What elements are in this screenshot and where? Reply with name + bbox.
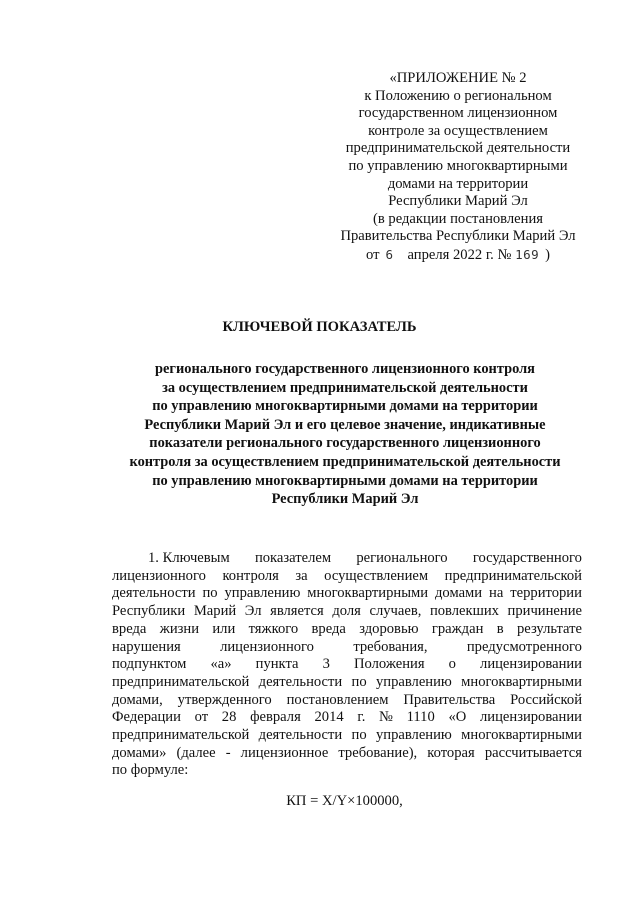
- document-subtitle: [60, 360, 630, 509]
- paragraph-word: повлекших: [429, 603, 499, 620]
- appendix-line: контроле за осуществлением: [368, 122, 548, 139]
- paragraph-word: управлению: [224, 585, 301, 602]
- paragraph-word: причинение: [507, 603, 582, 620]
- appendix-header: [318, 70, 598, 265]
- paragraph-word: лицензионное: [240, 744, 329, 761]
- subtitle-line: за осуществлением предпринимательской деятельности: [162, 379, 528, 396]
- paragraph-word: деятельности: [258, 727, 343, 744]
- paragraph-line: [112, 674, 582, 692]
- date-suffix: ): [545, 246, 551, 263]
- appendix-line: к Положению о региональном: [364, 87, 552, 104]
- date-prefix: от: [365, 246, 380, 263]
- paragraph-word: «а»: [210, 656, 232, 673]
- paragraph-word: февраля: [250, 709, 301, 726]
- paragraph-word: г.: [357, 709, 366, 726]
- document-title: КЛЮЧЕВОЙ ПОКАЗАТЕЛЬ: [222, 319, 417, 335]
- paragraph-word: от: [194, 709, 209, 726]
- paragraph-line: [112, 709, 582, 727]
- subtitle-line: Республики Марий Эл: [271, 491, 419, 508]
- paragraph-word: требование),: [338, 744, 418, 761]
- formula: КП = Х/Y×100000,: [286, 793, 403, 809]
- paragraph-word: контроля: [222, 567, 279, 584]
- paragraph-word: Эл: [244, 603, 262, 620]
- subtitle-line: контроля за осуществлением предпринимательской деятельности: [129, 453, 561, 470]
- paragraph-word: которая: [427, 744, 475, 761]
- subtitle-line: показатели регионального государственного лицензионного: [149, 435, 541, 452]
- paragraph-word: (далее: [176, 744, 216, 761]
- paragraph-word: Положения: [353, 656, 425, 673]
- document-number: 169: [515, 246, 540, 262]
- appendix-date-line: [318, 246, 598, 265]
- paragraph-line: [112, 656, 582, 674]
- paragraph-word: предпринимательской: [112, 673, 250, 690]
- subtitle-line: Республики Марий Эл и его целевое значение, индикативные: [144, 416, 546, 433]
- paragraph-word: результате: [517, 620, 582, 637]
- appendix-line: домами на территории: [387, 175, 529, 192]
- subtitle-line: по управлению многоквартирными домами на территории: [152, 472, 538, 489]
- paragraph-word: 28: [221, 709, 237, 726]
- paragraph-word: по формуле:: [112, 762, 189, 779]
- paragraph-line: [112, 621, 582, 639]
- paragraph-word: доля: [332, 603, 361, 620]
- paragraph-line: [112, 550, 582, 568]
- paragraph-word: является: [270, 603, 324, 620]
- paragraph-word: 1. Ключевым: [148, 550, 230, 566]
- paragraph-word: требования,: [353, 638, 428, 655]
- appendix-line: по управлению многоквартирными: [348, 157, 568, 174]
- paragraph-word: предпринимательской: [444, 567, 582, 584]
- paragraph-word: по: [202, 585, 218, 602]
- paragraph-word: случаев,: [369, 603, 422, 620]
- paragraph-word: предусмотренного: [466, 638, 582, 655]
- paragraph-word: пункта: [255, 656, 299, 673]
- paragraph-word: многоквартирными: [307, 585, 429, 602]
- paragraph-line: [112, 603, 582, 621]
- subtitle-line: по управлению многоквартирными домами на территории: [152, 398, 538, 415]
- paragraph-word: домами: [435, 585, 483, 602]
- paragraph-word: вреда: [112, 620, 147, 637]
- appendix-line: предпринимательской деятельности: [345, 140, 571, 157]
- paragraph-word: жизни: [159, 620, 200, 637]
- paragraph-word: лицензионного: [220, 638, 314, 655]
- date-day: 6: [385, 246, 394, 262]
- paragraph-word: лицензионного: [112, 567, 206, 584]
- paragraph-word: о: [448, 656, 456, 673]
- paragraph-word: многоквартирными: [461, 727, 582, 744]
- appendix-line: Республики Марий Эл: [388, 193, 528, 210]
- paragraph-word: Марий: [193, 603, 237, 620]
- paragraph-word: Федерации: [112, 709, 181, 726]
- paragraph-word: подпунктом: [112, 656, 187, 673]
- paragraph-word: здоровью: [359, 620, 419, 637]
- paragraph-word: управлению: [375, 673, 452, 690]
- paragraph-word: «О: [448, 709, 467, 726]
- paragraph-word: 2014: [314, 709, 344, 726]
- paragraph-word: регионального: [356, 550, 448, 566]
- paragraph-line: [112, 745, 582, 763]
- paragraph-word: утвержденного: [177, 691, 272, 708]
- subtitle-line: регионального государственного лицензионного контроля: [155, 361, 535, 377]
- paragraph-word: по: [351, 673, 367, 690]
- date-middle: апреля 2022 г. №: [407, 246, 512, 263]
- paragraph-word: осуществлением: [324, 567, 429, 584]
- paragraph-word: по: [351, 727, 367, 744]
- appendix-line: Правительства Республики Марий Эл: [340, 228, 576, 245]
- paragraph-word: предпринимательской: [112, 727, 250, 744]
- paragraph-line: [112, 727, 582, 745]
- paragraph-word: лицензировании: [480, 656, 582, 673]
- paragraph-word: управлению: [375, 727, 452, 744]
- paragraph-line: [112, 568, 582, 586]
- paragraph-word: Республики: [112, 603, 186, 620]
- paragraph-word: лицензировании: [480, 709, 582, 726]
- paragraph-word: многоквартирными: [461, 673, 582, 690]
- paragraph-word: деятельности: [112, 585, 196, 602]
- paragraph-word: домами»: [112, 744, 167, 761]
- paragraph-line: [112, 762, 582, 780]
- paragraph-word: на: [489, 585, 504, 602]
- paragraph-word: №: [379, 709, 393, 726]
- paragraph-word: постановлением: [286, 691, 389, 708]
- paragraph-word: или: [212, 620, 236, 637]
- paragraph-word: за: [295, 567, 308, 584]
- paragraph-line: [112, 639, 582, 657]
- paragraph-word: домами,: [112, 691, 163, 708]
- paragraph-word: 3: [322, 656, 330, 673]
- paragraph-line: [112, 692, 582, 710]
- paragraph-word: территории: [510, 585, 582, 602]
- paragraph-word: государственного: [472, 550, 582, 566]
- paragraph-word: вреда: [311, 620, 346, 637]
- paragraph-word: рассчитывается: [484, 744, 582, 761]
- body-paragraph: [112, 550, 582, 780]
- paragraph-word: показателем: [254, 550, 332, 566]
- paragraph-word: граждан: [431, 620, 484, 637]
- appendix-line: (в редакции постановления: [373, 210, 543, 227]
- paragraph-word: -: [225, 744, 231, 761]
- paragraph-word: нарушения: [112, 638, 181, 655]
- paragraph-word: 1110: [406, 709, 435, 726]
- paragraph-line: [112, 585, 582, 603]
- paragraph-word: тяжкого: [248, 620, 299, 637]
- paragraph-word: Российской: [510, 691, 582, 708]
- paragraph-word: Правительства: [403, 691, 496, 708]
- paragraph-word: деятельности: [258, 673, 343, 690]
- appendix-line: государственном лицензионном: [358, 105, 558, 122]
- paragraph-word: в: [496, 620, 504, 637]
- appendix-line: «ПРИЛОЖЕНИЕ № 2: [389, 70, 527, 86]
